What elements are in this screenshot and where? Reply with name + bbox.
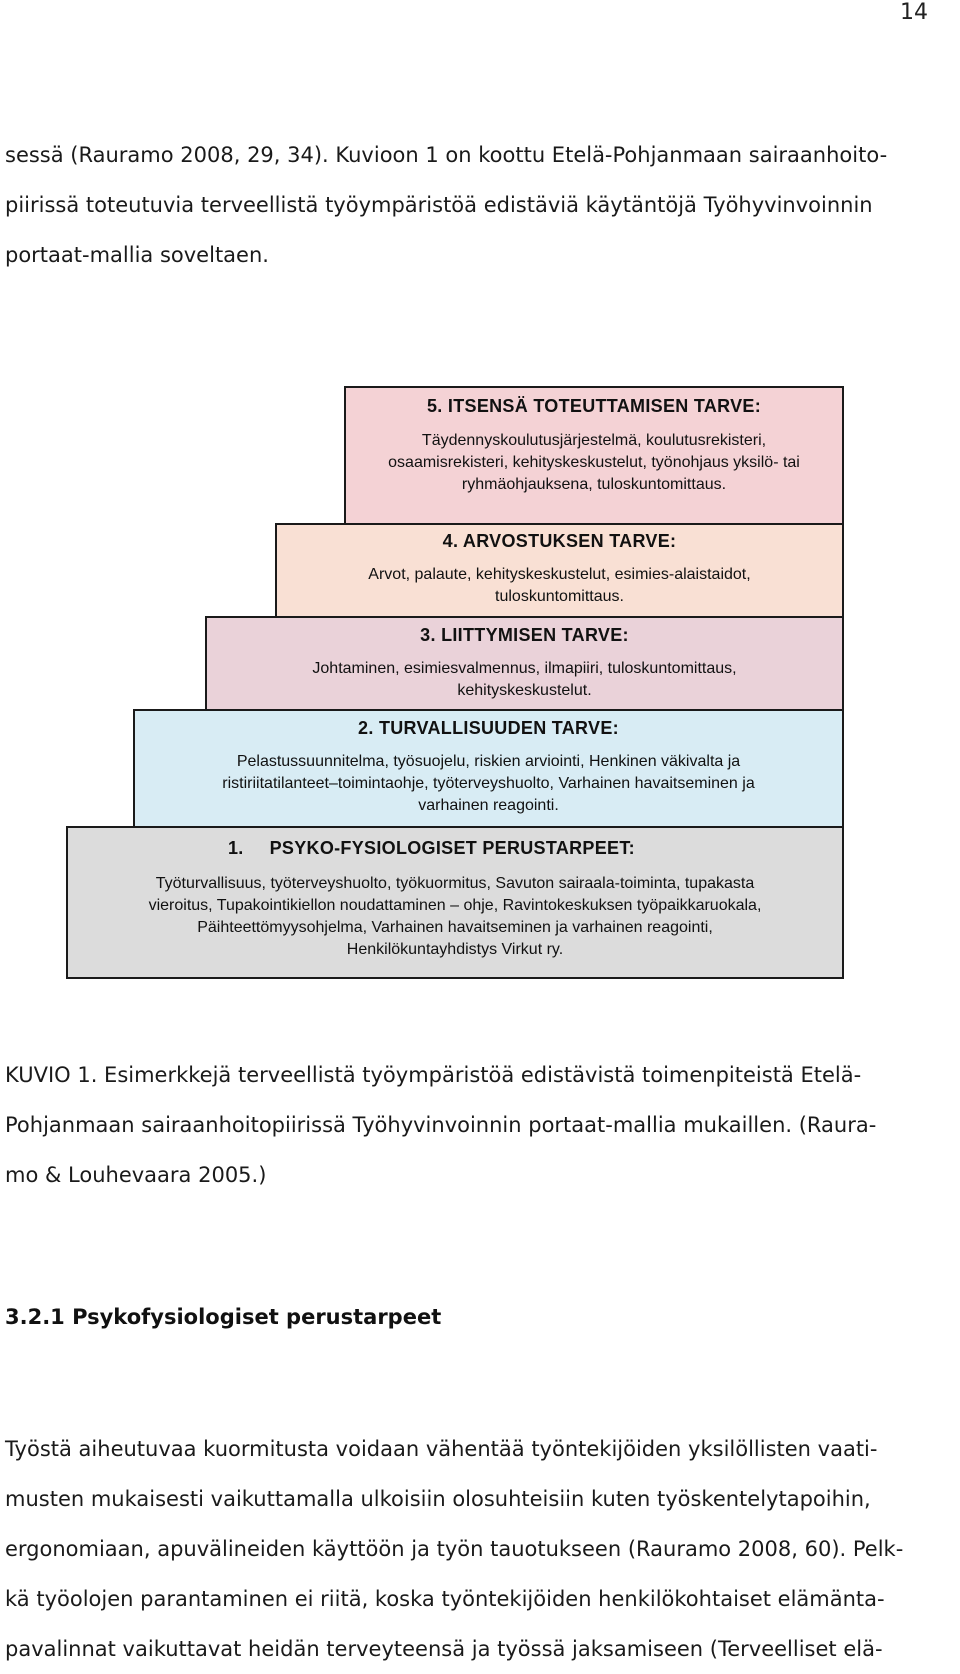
step-body: [207, 658, 842, 702]
step-body-line: Pelastussuunnitelma, työsuojelu, riskien arviointi, Henkinen väkivalta ja: [236, 753, 741, 770]
page-number: 14: [900, 0, 928, 25]
step-body: [135, 751, 842, 817]
step-body-line: Työturvallisuus, työterveyshuolto, työkuormitus, Savuton sairaala-toiminta, tupakasta: [155, 875, 755, 892]
figure-caption: [5, 1050, 920, 1200]
step-body-line: Henkilökuntayhdistys Virkut ry.: [346, 941, 564, 958]
step-body: [277, 564, 842, 608]
step-body: [68, 873, 842, 961]
section-heading: 3.2.1 Psykofysiologiset perustarpeet: [5, 1305, 442, 1329]
step-body-line: varhainen reagointi.: [418, 797, 559, 814]
intro-line: portaat-mallia soveltaen.: [5, 243, 269, 267]
step-body: [346, 430, 842, 496]
caption-line: KUVIO 1. Esimerkkejä terveellistä työympäristöä edistävistä toimenpiteistä Etelä-: [5, 1063, 862, 1087]
step-body-line: ryhmäohjauksena, tuloskuntomittaus.: [461, 476, 727, 493]
step-3-belonging: [205, 616, 844, 711]
step-body-line: osaamisrekisteri, kehityskeskustelut, työnohjaus yksilö- tai: [388, 454, 800, 471]
step-5-self-actualization: [344, 386, 844, 525]
step-body-line: ristiriitatilanteet–toimintaohje, työterveyshuolto, Varhainen havaitseminen ja: [222, 775, 755, 792]
step-body-line: tuloskuntomittaus.: [495, 588, 624, 605]
body-line: musten mukaisesti vaikuttamalla ulkoisiin olosuhteisiin kuten työskentelytapoihin,: [5, 1487, 871, 1511]
step-title: 4. ARVOSTUKSEN TARVE:: [442, 531, 677, 551]
step-title: [68, 838, 842, 859]
step-title-text: PSYKO-FYSIOLOGISET PERUSTARPEET:: [269, 838, 635, 858]
body-line: kä työolojen parantaminen ei riitä, koska työntekijöiden henkilökohtaiset elämänta-: [5, 1587, 885, 1611]
caption-line: mo & Louhevaara 2005.): [5, 1163, 267, 1187]
step-title: 2. TURVALLISUUDEN TARVE:: [358, 718, 619, 738]
caption-line: Pohjanmaan sairaanhoitopiirissä Työhyvinvoinnin portaat-mallia mukaillen. (Raura-: [5, 1113, 877, 1137]
step-4-esteem: [275, 523, 844, 618]
body-line: Työstä aiheutuvaa kuormitusta voidaan vähentää työntekijöiden yksilöllisten vaati-: [5, 1437, 878, 1461]
step-number: 1.: [228, 838, 244, 858]
step-2-safety: [133, 709, 844, 828]
step-1-physiological: [66, 826, 844, 979]
step-body-line: Arvot, palaute, kehityskeskustelut, esimies-alaistaidot,: [368, 566, 751, 583]
intro-paragraph: [5, 130, 920, 280]
step-body-line: Johtaminen, esimiesvalmennus, ilmapiiri, tuloskuntomittaus,: [312, 660, 737, 677]
intro-line: sessä (Rauramo 2008, 29, 34). Kuvioon 1 on koottu Etelä-Pohjanmaan sairaanhoito-: [5, 143, 888, 167]
body-paragraph: [5, 1424, 920, 1674]
step-title: 3. LIITTYMISEN TARVE:: [420, 625, 629, 645]
body-line: ergonomiaan, apuvälineiden käyttöön ja työn tauotukseen (Rauramo 2008, 60). Pelk-: [5, 1537, 904, 1561]
step-body-line: Täydennyskoulutusjärjestelmä, koulutusrekisteri,: [421, 432, 767, 449]
step-body-line: vieroitus, Tupakointikiellon noudattaminen – ohje, Ravintokeskuksen työpaikkaruokala,: [148, 897, 762, 914]
step-body-line: Päihteettömyysohjelma, Varhainen havaitseminen ja varhainen reagointi,: [197, 919, 713, 936]
body-line: pavalinnat vaikuttavat heidän terveyteensä ja työssä jaksamiseen (Terveelliset elä-: [5, 1637, 883, 1661]
step-body-line: kehityskeskustelut.: [457, 682, 592, 699]
step-title: 5. ITSENSÄ TOTEUTTAMISEN TARVE:: [427, 396, 761, 416]
intro-line: piirissä toteutuvia terveellistä työympäristöä edistäviä käytäntöjä Työhyvinvoinnin: [5, 193, 873, 217]
